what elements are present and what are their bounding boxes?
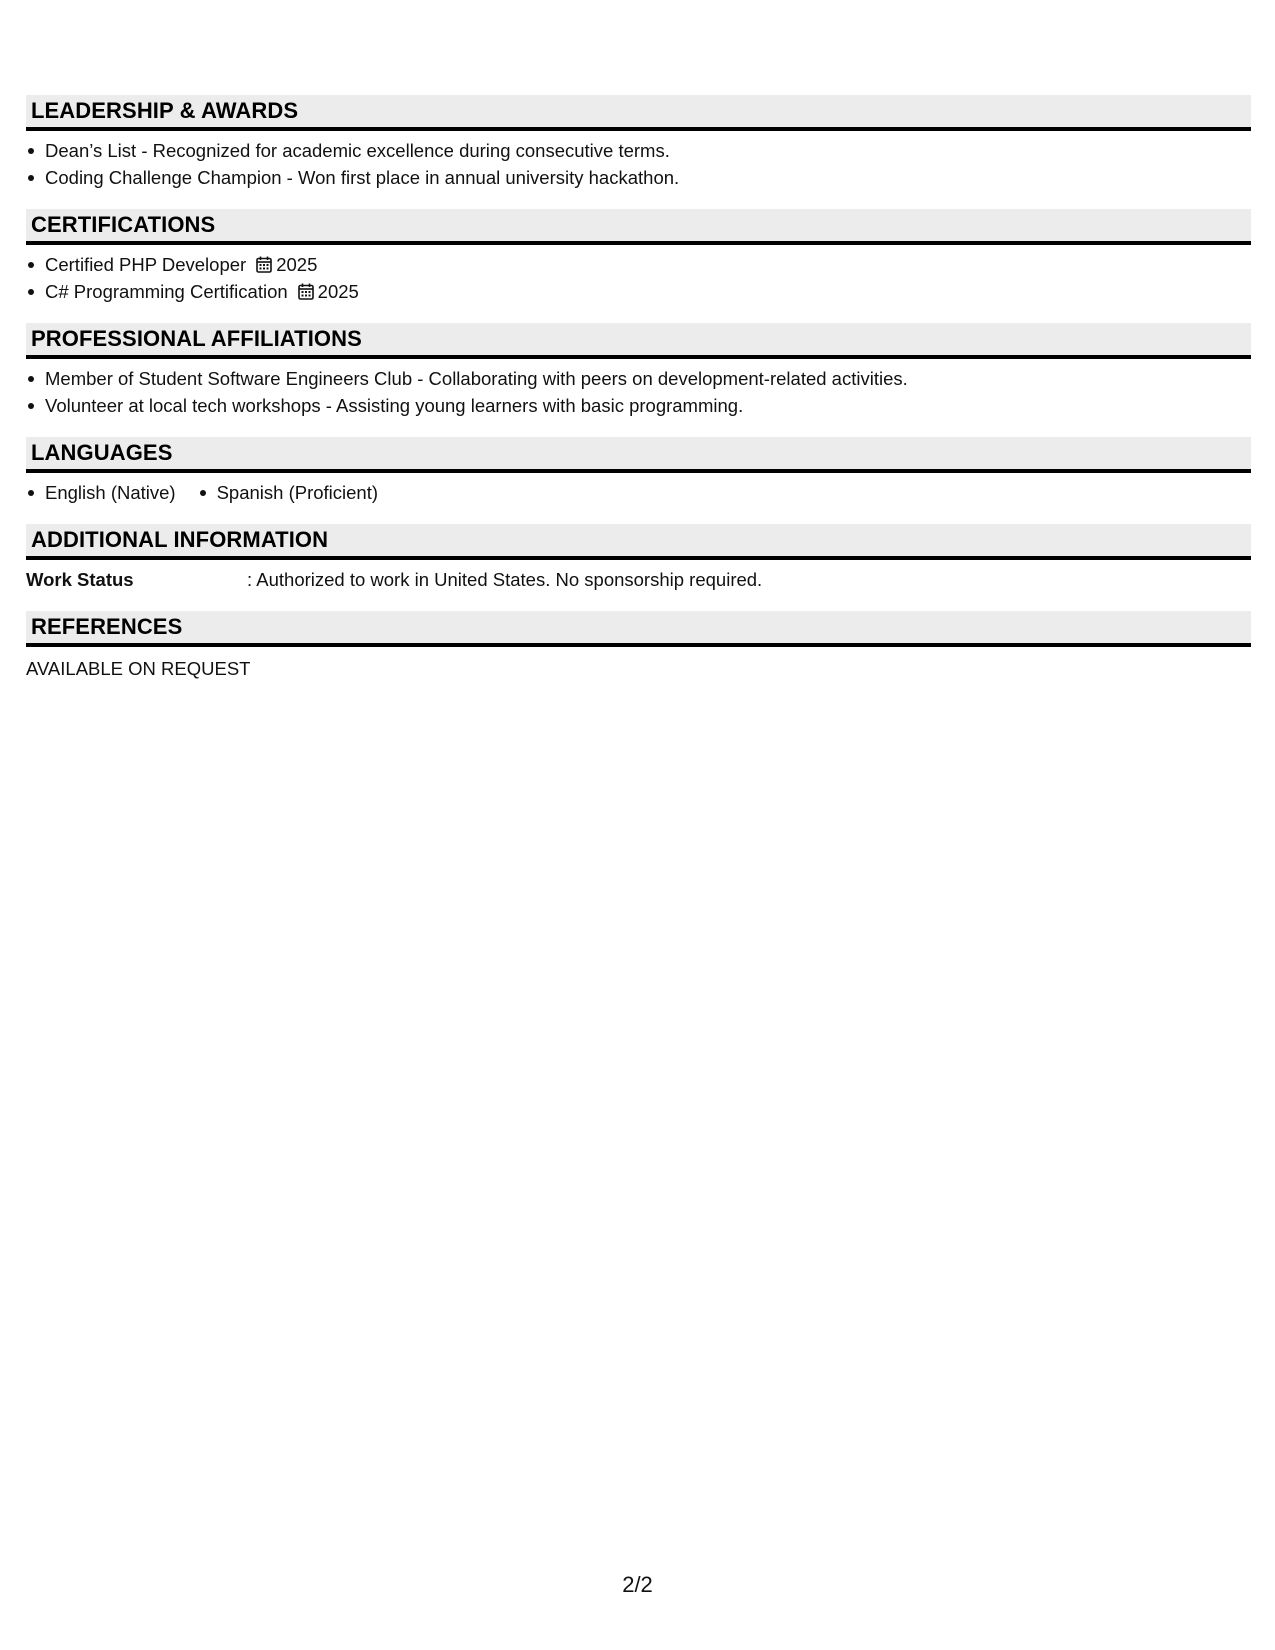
certification-name: C# Programming Certification — [45, 281, 288, 302]
leadership-awards-section — [26, 95, 1251, 191]
section-header — [26, 611, 1251, 647]
certification-year: 2025 — [276, 254, 318, 275]
page-number: 2/2 — [622, 1572, 653, 1597]
list-item: Dean’s List - Recognized for academic excellence during consecutive terms. — [26, 137, 1251, 164]
section-title-references: REFERENCES — [31, 614, 183, 639]
list-item: Coding Challenge Champion - Won first place in annual university hackathon. — [26, 164, 1251, 191]
references-text: AVAILABLE ON REQUEST — [26, 658, 251, 679]
resume-page — [26, 95, 1251, 700]
section-header — [26, 323, 1251, 359]
certification-date — [256, 254, 317, 275]
language-item: Spanish (Proficient) — [198, 479, 378, 506]
certification-date — [298, 281, 359, 302]
section-title-leadership: LEADERSHIP & AWARDS — [31, 98, 299, 123]
section-header — [26, 524, 1251, 560]
additional-information-section — [26, 524, 1251, 593]
language-item: English (Native) — [26, 479, 176, 506]
certifications-section — [26, 209, 1251, 305]
references-section — [26, 611, 1251, 682]
info-value: : Authorized to work in United States. No sponsorship required. — [247, 569, 763, 590]
section-title-languages: LANGUAGES — [31, 440, 173, 465]
calendar-icon — [256, 256, 272, 273]
languages-section — [26, 437, 1251, 506]
section-header — [26, 209, 1251, 245]
languages-list — [26, 479, 1251, 506]
section-header — [26, 95, 1251, 131]
list-item: Volunteer at local tech workshops - Assisting young learners with basic programming. — [26, 392, 1251, 419]
calendar-icon — [298, 283, 314, 300]
info-label: Work Status — [26, 569, 134, 590]
list-item — [26, 278, 1251, 305]
certification-year: 2025 — [317, 281, 359, 302]
section-title-affiliations: PROFESSIONAL AFFILIATIONS — [31, 326, 362, 351]
leadership-list — [26, 137, 1251, 191]
list-item — [26, 251, 1251, 278]
affiliations-list — [26, 365, 1251, 419]
list-item: Member of Student Software Engineers Club - Collaborating with peers on development-related activities. — [26, 365, 1251, 392]
professional-affiliations-section — [26, 323, 1251, 419]
info-row-work-status — [26, 566, 1251, 593]
certifications-list — [26, 251, 1251, 305]
section-header — [26, 437, 1251, 473]
section-title-additional: ADDITIONAL INFORMATION — [31, 527, 329, 552]
certification-name: Certified PHP Developer — [45, 254, 247, 275]
section-title-certifications: CERTIFICATIONS — [31, 212, 216, 237]
